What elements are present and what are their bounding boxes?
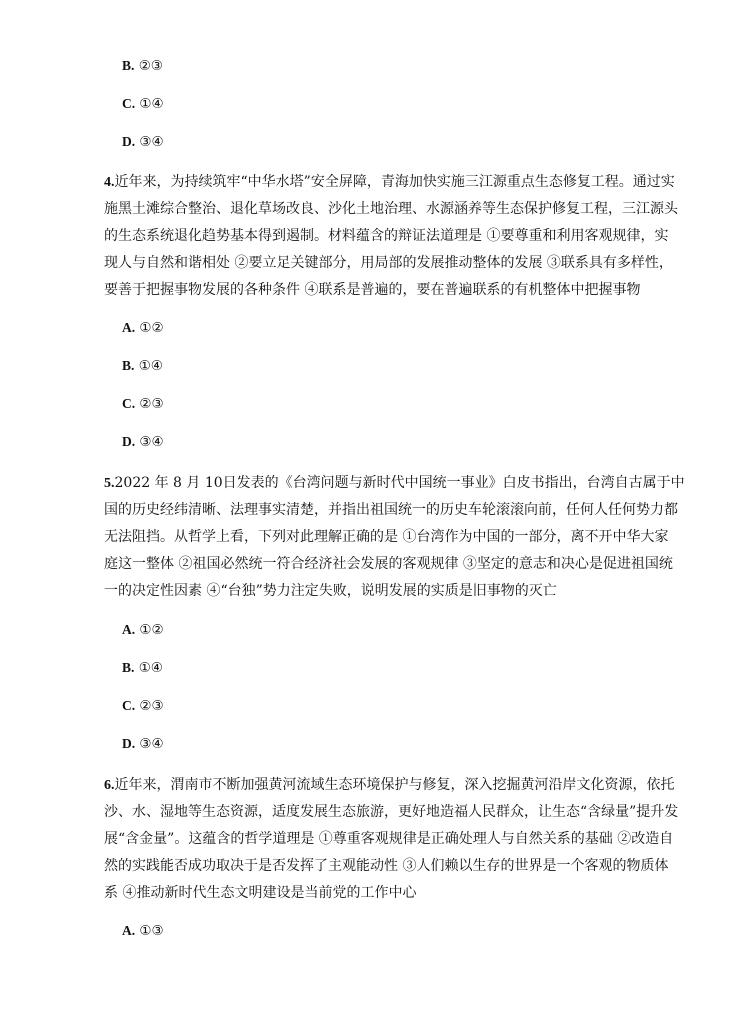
option-letter: C. bbox=[122, 698, 136, 713]
option-d-prev bbox=[122, 134, 164, 150]
question-6-line-1 bbox=[104, 777, 675, 794]
question-text: 现人与自然和谐相处 ②要立足关键部分，用局部的发展推动整体的发展 ③联系具有多样性， bbox=[104, 255, 673, 271]
question-5-option-b bbox=[122, 660, 163, 676]
question-4-line-3 bbox=[104, 228, 668, 244]
question-5-line-1 bbox=[104, 475, 685, 492]
question-5-option-d bbox=[122, 736, 164, 752]
question-4-option-a bbox=[122, 320, 164, 336]
question-6-line-5 bbox=[104, 885, 416, 901]
question-number: 4. bbox=[104, 175, 115, 190]
question-text: 系 ④推动新时代生态文明建设是当前党的工作中心 bbox=[104, 885, 417, 901]
question-4-line-1 bbox=[104, 174, 675, 191]
question-4-line-2 bbox=[104, 201, 678, 217]
option-letter: B. bbox=[122, 58, 135, 73]
question-text: 沙、水、湿地等生态资源，适度发展生态旅游，更好地造福人民群众，让生态“含绿量”提升发 bbox=[104, 804, 679, 820]
question-5-line-2 bbox=[104, 502, 678, 518]
question-text: 然的实践能否成功取决于是否发挥了主观能动性 ③人们赖以生存的世界是一个客观的物质体 bbox=[104, 858, 669, 874]
question-text: 无法阻挡。从哲学上看，下列对此理解正确的是 ①台湾作为中国的一部分，离不开中华大家 bbox=[104, 529, 669, 545]
question-5-option-a bbox=[122, 622, 164, 638]
option-letter: A. bbox=[122, 320, 136, 335]
question-text: 近年来，渭南市不断加强黄河流域生态环境保护与修复，深入挖掘黄河沿岸文化资源，依托 bbox=[114, 777, 675, 793]
option-text: ③④ bbox=[139, 736, 164, 752]
option-b-prev bbox=[122, 58, 163, 74]
question-4-option-c bbox=[122, 396, 164, 412]
question-4-line-4 bbox=[104, 255, 673, 271]
question-text: 一的决定性因素 ④“台独”势力注定失败，说明发展的实质是旧事物的灭亡 bbox=[104, 583, 557, 599]
option-text: ①④ bbox=[138, 358, 163, 374]
option-text: ①② bbox=[139, 622, 164, 638]
option-letter: A. bbox=[122, 622, 136, 637]
question-text: 展“含金量”。这蕴含的哲学道理是 ①尊重客观规律是正确处理人与自然关系的基础 ②改造自 bbox=[104, 831, 674, 847]
option-letter: D. bbox=[122, 134, 136, 149]
question-text: 的生态系统退化趋势基本得到遏制。材料蕴含的辩证法道理是 ①要尊重和利用客观规律，实 bbox=[104, 228, 669, 244]
question-6-line-4 bbox=[104, 858, 668, 874]
option-c-prev bbox=[122, 96, 164, 112]
option-letter: C. bbox=[122, 396, 136, 411]
option-text: ①② bbox=[139, 320, 164, 336]
question-text: 要善于把握事物发展的各种条件 ④联系是普遍的，要在普遍联系的有机整体中把握事物 bbox=[104, 282, 641, 298]
option-letter: D. bbox=[122, 434, 136, 449]
question-6-line-3 bbox=[104, 831, 673, 847]
option-letter: A. bbox=[122, 923, 136, 938]
question-text: 2022 年 8 月 10日发表的《台湾问题与新时代中国统一事业》白皮书指出，台湾自古属于中 bbox=[114, 475, 685, 491]
question-4-option-b bbox=[122, 358, 163, 374]
question-number: 6. bbox=[104, 778, 115, 793]
option-letter: B. bbox=[122, 358, 135, 373]
question-text: 近年来，为持续筑牢“中华水塔”安全屏障，青海加快实施三江源重点生态修复工程。通过实 bbox=[114, 174, 675, 190]
question-5-option-c bbox=[122, 698, 164, 714]
option-letter: D. bbox=[122, 736, 136, 751]
option-text: ③④ bbox=[139, 434, 164, 450]
option-letter: B. bbox=[122, 660, 135, 675]
question-text: 施黑土滩综合整治、退化草场改良、沙化土地治理、水源涵养等生态保护修复工程，三江源头 bbox=[104, 201, 678, 217]
option-text: ②③ bbox=[139, 396, 164, 412]
option-text: ①③ bbox=[139, 923, 164, 939]
option-text: ①④ bbox=[139, 96, 164, 112]
question-5-line-5 bbox=[104, 583, 557, 599]
option-text: ①④ bbox=[138, 660, 163, 676]
option-text: ②③ bbox=[138, 58, 163, 74]
option-text: ②③ bbox=[139, 698, 164, 714]
question-4-line-5 bbox=[104, 282, 640, 298]
option-text: ③④ bbox=[139, 134, 164, 150]
question-5-line-3 bbox=[104, 529, 668, 545]
question-6-line-2 bbox=[104, 804, 678, 820]
question-6-option-a bbox=[122, 923, 164, 939]
question-text: 国的历史经纬清晰、法理事实清楚，并指出祖国统一的历史车轮滚滚向前，任何人任何势力都 bbox=[104, 502, 678, 518]
option-letter: C. bbox=[122, 96, 136, 111]
question-5-line-4 bbox=[104, 556, 673, 572]
question-text: 庭这一整体 ②祖国必然统一符合经济社会发展的客观规律 ③坚定的意志和决心是促进祖国统 bbox=[104, 556, 673, 572]
question-4-option-d bbox=[122, 434, 164, 450]
question-number: 5. bbox=[104, 476, 115, 491]
